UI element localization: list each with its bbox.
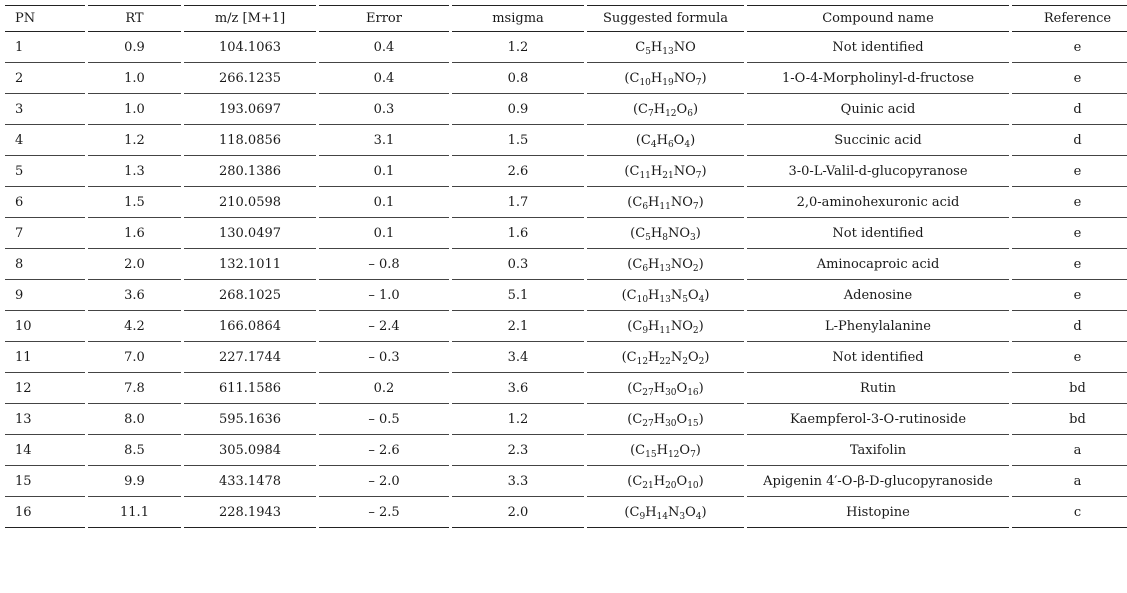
cell-formula: $(C_{11}H_{21}NO_7)$: [587, 156, 744, 187]
table-row: [5, 94, 1127, 125]
cell-compound-name: 1-O-4-Morpholinyl-d-fructose: [747, 63, 1009, 94]
cell-reference: e: [1012, 63, 1127, 94]
table-row: [5, 187, 1127, 218]
cell-msigma: 1.5: [452, 125, 584, 156]
cell-error: 3.1: [319, 125, 449, 156]
cell-pn: 6: [5, 187, 85, 218]
cell-pn: 9: [5, 280, 85, 311]
cell-compound-name: 2,0-aminohexuronic acid: [747, 187, 1009, 218]
table-row: [5, 218, 1127, 249]
cell-pn: 2: [5, 63, 85, 94]
cell-compound-name: Succinic acid: [747, 125, 1009, 156]
cell-reference: e: [1012, 187, 1127, 218]
cell-pn: 11: [5, 342, 85, 373]
cell-error: – 1.0: [319, 280, 449, 311]
cell-mz: 280.1386: [184, 156, 316, 187]
cell-compound-name: Kaempferol-3-O-rutinoside: [747, 404, 1009, 435]
cell-reference: d: [1012, 311, 1127, 342]
cell-msigma: 0.8: [452, 63, 584, 94]
cell-pn: 4: [5, 125, 85, 156]
cell-rt: 1.6: [88, 218, 181, 249]
compound-table-container: [5, 5, 1122, 528]
cell-rt: 2.0: [88, 249, 181, 280]
cell-reference: e: [1012, 156, 1127, 187]
header-compound-name: Compound name: [747, 5, 1009, 32]
cell-compound-name: Adenosine: [747, 280, 1009, 311]
table-row: [5, 249, 1127, 280]
cell-rt: 0.9: [88, 32, 181, 63]
header-rt: RT: [88, 5, 181, 32]
cell-reference: e: [1012, 32, 1127, 63]
cell-reference: c: [1012, 497, 1127, 528]
cell-formula: $(C_5H_8NO_3)$: [587, 218, 744, 249]
cell-error: 0.1: [319, 187, 449, 218]
cell-error: 0.3: [319, 94, 449, 125]
cell-formula: $(C_7H_{12}O_6)$: [587, 94, 744, 125]
cell-compound-name: Taxifolin: [747, 435, 1009, 466]
cell-reference: bd: [1012, 373, 1127, 404]
table-row: [5, 280, 1127, 311]
cell-rt: 4.2: [88, 311, 181, 342]
cell-pn: 16: [5, 497, 85, 528]
header-pn: PN: [5, 5, 85, 32]
cell-mz: 227.1744: [184, 342, 316, 373]
header-reference: Reference: [1012, 5, 1127, 32]
cell-error: 0.4: [319, 63, 449, 94]
table-row: [5, 342, 1127, 373]
compound-table: [2, 5, 1127, 528]
cell-rt: 1.0: [88, 94, 181, 125]
cell-error: – 2.5: [319, 497, 449, 528]
cell-msigma: 3.6: [452, 373, 584, 404]
cell-pn: 13: [5, 404, 85, 435]
cell-mz: 595.1636: [184, 404, 316, 435]
cell-error: – 2.6: [319, 435, 449, 466]
cell-mz: 611.1586: [184, 373, 316, 404]
cell-msigma: 5.1: [452, 280, 584, 311]
cell-error: – 2.4: [319, 311, 449, 342]
cell-reference: e: [1012, 218, 1127, 249]
cell-mz: 132.1011: [184, 249, 316, 280]
cell-msigma: 1.2: [452, 32, 584, 63]
cell-mz: 266.1235: [184, 63, 316, 94]
cell-rt: 8.5: [88, 435, 181, 466]
cell-pn: 12: [5, 373, 85, 404]
cell-error: 0.1: [319, 218, 449, 249]
cell-reference: a: [1012, 466, 1127, 497]
table-body: [5, 32, 1127, 528]
cell-error: – 0.8: [319, 249, 449, 280]
cell-reference: e: [1012, 342, 1127, 373]
cell-pn: 5: [5, 156, 85, 187]
cell-pn: 10: [5, 311, 85, 342]
cell-rt: 7.8: [88, 373, 181, 404]
header-mz: m/z [M+1]: [184, 5, 316, 32]
cell-msigma: 0.9: [452, 94, 584, 125]
cell-mz: 210.0598: [184, 187, 316, 218]
cell-rt: 8.0: [88, 404, 181, 435]
cell-msigma: 3.4: [452, 342, 584, 373]
table-header-row: [5, 5, 1127, 32]
table-row: [5, 311, 1127, 342]
cell-compound-name: Quinic acid: [747, 94, 1009, 125]
cell-compound-name: Not identified: [747, 342, 1009, 373]
cell-msigma: 3.3: [452, 466, 584, 497]
header-error: Error: [319, 5, 449, 32]
cell-msigma: 1.6: [452, 218, 584, 249]
cell-reference: a: [1012, 435, 1127, 466]
cell-rt: 11.1: [88, 497, 181, 528]
cell-pn: 3: [5, 94, 85, 125]
header-formula: Suggested formula: [587, 5, 744, 32]
cell-formula: $(C_9H_{11}NO_2)$: [587, 311, 744, 342]
cell-mz: 433.1478: [184, 466, 316, 497]
table-row: [5, 497, 1127, 528]
table-row: [5, 373, 1127, 404]
cell-mz: 193.0697: [184, 94, 316, 125]
header-msigma: msigma: [452, 5, 584, 32]
cell-error: 0.4: [319, 32, 449, 63]
cell-rt: 1.5: [88, 187, 181, 218]
cell-mz: 228.1943: [184, 497, 316, 528]
cell-compound-name: Rutin: [747, 373, 1009, 404]
cell-rt: 7.0: [88, 342, 181, 373]
cell-rt: 1.0: [88, 63, 181, 94]
cell-formula: $C_5H_{13}NO$: [587, 32, 744, 63]
cell-msigma: 2.3: [452, 435, 584, 466]
cell-formula: $(C_{10}H_{19}NO_7)$: [587, 63, 744, 94]
cell-reference: d: [1012, 125, 1127, 156]
cell-pn: 14: [5, 435, 85, 466]
cell-mz: 268.1025: [184, 280, 316, 311]
cell-mz: 104.1063: [184, 32, 316, 63]
cell-formula: $(C_{10}H_{13}N_5O_4)$: [587, 280, 744, 311]
cell-msigma: 2.6: [452, 156, 584, 187]
cell-rt: 1.2: [88, 125, 181, 156]
table-row: [5, 404, 1127, 435]
cell-pn: 15: [5, 466, 85, 497]
cell-formula: $(C_9H_{14}N_3O_4)$: [587, 497, 744, 528]
cell-compound-name: Aminocaproic acid: [747, 249, 1009, 280]
table-row: [5, 32, 1127, 63]
cell-pn: 8: [5, 249, 85, 280]
cell-formula: $(C_{27}H_{30}O_{15})$: [587, 404, 744, 435]
cell-error: – 0.3: [319, 342, 449, 373]
cell-pn: 1: [5, 32, 85, 63]
table-row: [5, 125, 1127, 156]
cell-mz: 305.0984: [184, 435, 316, 466]
table-row: [5, 156, 1127, 187]
cell-compound-name: Not identified: [747, 218, 1009, 249]
cell-compound-name: Not identified: [747, 32, 1009, 63]
cell-pn: 7: [5, 218, 85, 249]
cell-reference: bd: [1012, 404, 1127, 435]
cell-formula: $(C_{27}H_{30}O_{16})$: [587, 373, 744, 404]
cell-mz: 166.0864: [184, 311, 316, 342]
table-row: [5, 466, 1127, 497]
table-row: [5, 435, 1127, 466]
cell-compound-name: 3-0-L-Valil-d-glucopyranose: [747, 156, 1009, 187]
cell-reference: e: [1012, 280, 1127, 311]
cell-error: 0.2: [319, 373, 449, 404]
cell-mz: 118.0856: [184, 125, 316, 156]
cell-mz: 130.0497: [184, 218, 316, 249]
cell-error: – 2.0: [319, 466, 449, 497]
cell-reference: e: [1012, 249, 1127, 280]
cell-msigma: 1.7: [452, 187, 584, 218]
cell-msigma: 2.1: [452, 311, 584, 342]
cell-error: 0.1: [319, 156, 449, 187]
cell-compound-name: L-Phenylalanine: [747, 311, 1009, 342]
cell-rt: 1.3: [88, 156, 181, 187]
cell-error: – 0.5: [319, 404, 449, 435]
cell-formula: $(C_4H_6O_4)$: [587, 125, 744, 156]
cell-msigma: 1.2: [452, 404, 584, 435]
cell-rt: 9.9: [88, 466, 181, 497]
cell-formula: $(C_{15}H_{12}O_7)$: [587, 435, 744, 466]
cell-rt: 3.6: [88, 280, 181, 311]
cell-formula: $(C_6H_{13}NO_2)$: [587, 249, 744, 280]
cell-reference: d: [1012, 94, 1127, 125]
cell-msigma: 0.3: [452, 249, 584, 280]
table-row: [5, 63, 1127, 94]
cell-compound-name: Apigenin 4′-O-β-D-glucopyranoside: [747, 466, 1009, 497]
cell-formula: $(C_6H_{11}NO_7)$: [587, 187, 744, 218]
cell-compound-name: Histopine: [747, 497, 1009, 528]
cell-formula: $(C_{12}H_{22}N_2O_2)$: [587, 342, 744, 373]
cell-msigma: 2.0: [452, 497, 584, 528]
cell-formula: $(C_{21}H_{20}O_{10})$: [587, 466, 744, 497]
